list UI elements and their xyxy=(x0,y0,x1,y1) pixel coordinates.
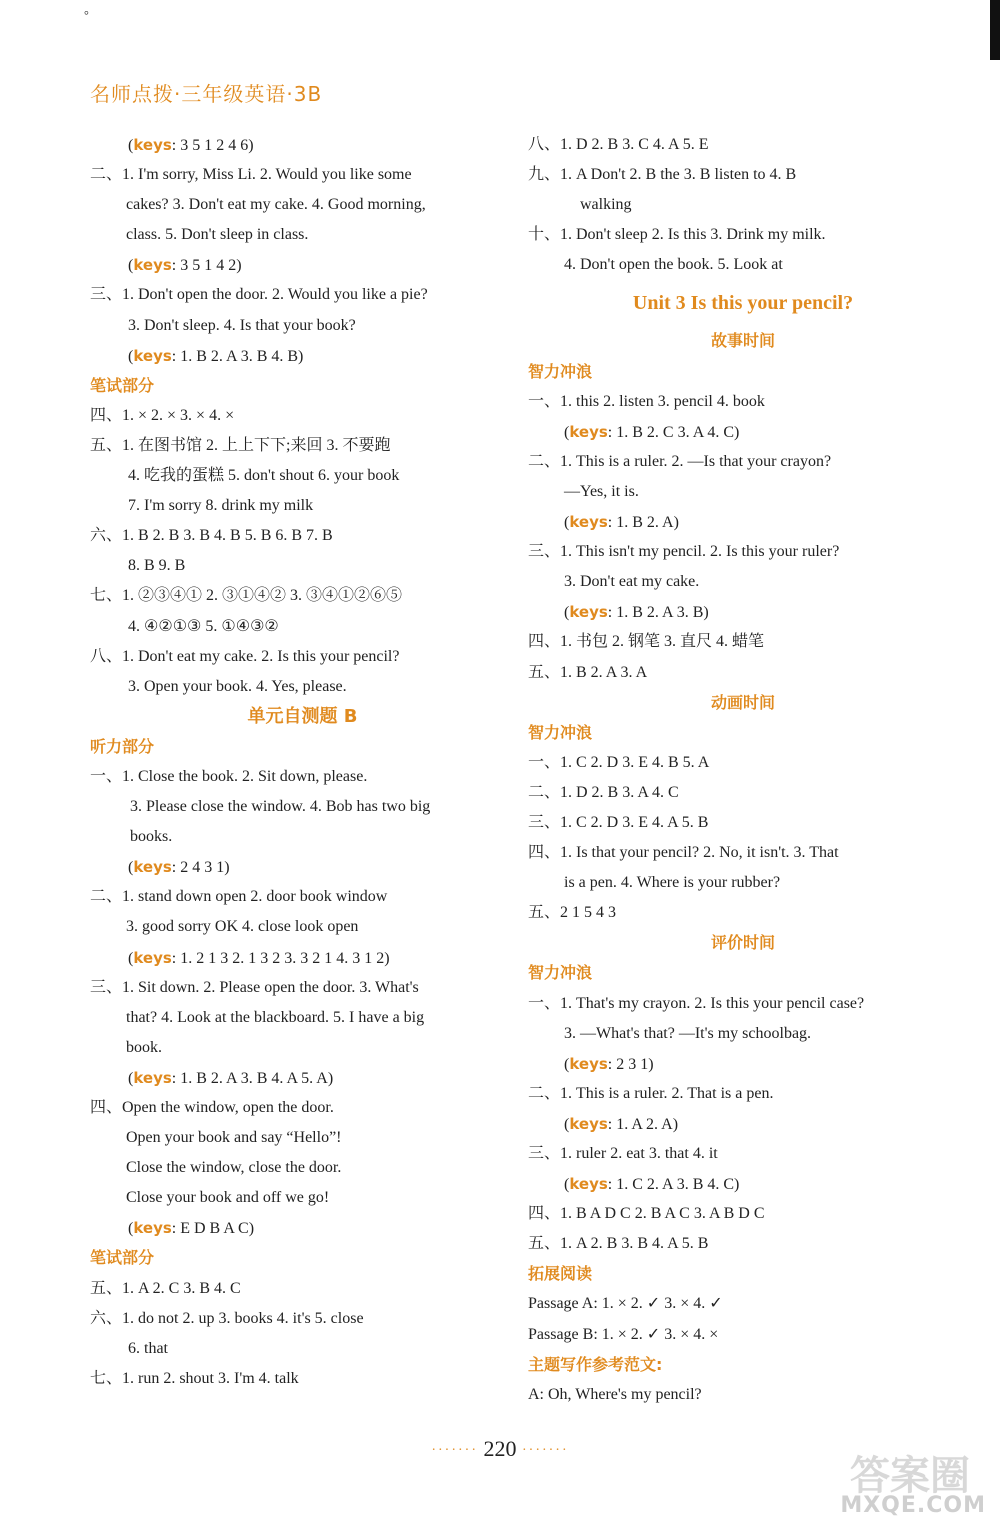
answer-line: 3. Open your book. 4. Yes, please. xyxy=(128,677,347,695)
subsection-title: 动画时间 xyxy=(710,692,775,712)
answer-line: 8. B 9. B xyxy=(128,557,186,575)
answer-line: 六、1. B 2. B 3. B 4. B 5. B 6. B 7. B xyxy=(90,527,333,545)
keys-open: ( xyxy=(128,1220,134,1238)
keys-open: ( xyxy=(128,137,134,154)
answer-line: Open your book and say “Hello”! xyxy=(126,1129,342,1147)
answer-line: A: Oh, Where's my pencil? xyxy=(528,1385,702,1403)
answer-line: Passage A: 1. × 2. ✓ 3. × 4. ✓ xyxy=(528,1295,723,1313)
keys-label: keys xyxy=(133,346,172,365)
top-mark: ° xyxy=(84,8,89,22)
keys-label: keys xyxy=(133,858,172,877)
answer-line: 四、1. × 2. × 3. × 4. × xyxy=(90,406,235,424)
answer-line: 二、1. I'm sorry, Miss Li. 2. Would you like some xyxy=(90,166,412,184)
section-label: 笔试部分 xyxy=(90,1248,155,1268)
keys-label: keys xyxy=(569,603,608,622)
section-label: 拓展阅读 xyxy=(528,1264,593,1284)
answer-line: 四、Open the window, open the door. xyxy=(90,1099,334,1116)
answer-line: 五、1. 在图书馆 2. 上上下下;来回 3. 不要跑 xyxy=(90,436,391,454)
keys-line xyxy=(90,1213,515,1243)
keys-open: ( xyxy=(128,257,134,275)
keys-open: ( xyxy=(564,1115,570,1133)
subsection-title: 故事时间 xyxy=(710,331,775,351)
unit-title: Unit 3 Is this your pencil? xyxy=(632,292,854,315)
keys-values: : 1. B 2. A) xyxy=(607,514,679,532)
keys-open: ( xyxy=(128,1069,134,1087)
answer-line: that? 4. Look at the blackboard. 5. I have a big xyxy=(126,1008,425,1026)
answer-line: 一、1. this 2. listen 3. pencil 4. book xyxy=(528,392,765,410)
section-label: 智力冲浪 xyxy=(528,361,593,381)
answer-line: 九、1. A Don't 2. B the 3. B listen to 4. B xyxy=(528,166,797,184)
answer-line: 六、1. do not 2. up 3. books 4. it's 5. close xyxy=(90,1309,364,1327)
answer-line: 二、1. D 2. B 3. A 4. C xyxy=(528,783,679,801)
keys-label: keys xyxy=(569,422,608,441)
keys-line xyxy=(90,250,515,280)
answer-line: 五、1. A 2. B 3. B 4. A 5. B xyxy=(528,1235,709,1253)
watermark-text: MXQE.COM xyxy=(840,1493,986,1518)
keys-values: : 1. 2 1 3 2. 1 3 2 3. 3 2 1 4. 3 1 2) xyxy=(171,949,390,967)
keys-values: : 3 5 1 2 4 6) xyxy=(171,137,254,154)
keys-line xyxy=(528,417,958,447)
section-label: 主题写作参考范文: xyxy=(528,1354,663,1374)
answer-line: 三、1. ruler 2. eat 3. that 4. it xyxy=(528,1145,718,1162)
keys-values: : 2 4 3 1) xyxy=(171,859,230,877)
section-heading xyxy=(90,371,515,401)
answer-line: Close your book and off we go! xyxy=(126,1189,330,1207)
answer-line: 4. 吃我的蛋糕 5. don't shout 6. your book xyxy=(128,467,400,485)
answer-line: 三、1. C 2. D 3. E 4. A 5. B xyxy=(528,813,709,831)
answer-line: book. xyxy=(126,1038,162,1056)
keys-open: ( xyxy=(128,859,134,877)
keys-values: : 1. B 2. A 3. B 4. A 5. A) xyxy=(171,1069,334,1087)
answer-line: 五、2 1 5 4 3 xyxy=(528,904,617,922)
answer-line: 3. Please close the window. 4. Bob has two big xyxy=(130,798,431,816)
section-heading xyxy=(528,718,958,748)
answer-line: 3. Don't eat my cake. xyxy=(564,573,700,591)
answer-line: Close the window, close the door. xyxy=(126,1159,342,1177)
answer-line: class. 5. Don't sleep in class. xyxy=(126,226,309,244)
answer-line: 一、1. That's my crayon. 2. Is this your pencil case? xyxy=(528,994,865,1012)
answer-line: 三、1. Don't open the door. 2. Would you like a pie? xyxy=(90,286,428,304)
section-heading xyxy=(90,1243,515,1273)
answer-line: 一、1. Close the book. 2. Sit down, please. xyxy=(90,767,368,785)
keys-values: : 1. B 2. C 3. A 4. C) xyxy=(607,423,740,441)
answer-line: 三、1. Sit down. 2. Please open the door. 3. What's xyxy=(90,978,419,996)
left-column xyxy=(90,130,515,1394)
keys-open: ( xyxy=(564,604,570,622)
page-number: 220 xyxy=(483,1436,517,1461)
keys-line xyxy=(528,1169,958,1199)
answer-line: 二、1. This is a ruler. 2. —Is that your crayon? xyxy=(528,452,832,470)
answer-line: walking xyxy=(580,196,632,214)
keys-open: ( xyxy=(564,514,570,532)
section-heading xyxy=(528,1259,958,1289)
keys-values: : E D B A C) xyxy=(171,1220,255,1238)
keys-open: ( xyxy=(564,423,570,441)
answer-line: 4. ④②①③ 5. ①④③② xyxy=(128,617,279,635)
edge-bar xyxy=(990,0,1000,60)
answer-line: 4. Don't open the book. 5. Look at xyxy=(564,256,783,274)
keys-label: keys xyxy=(569,1175,608,1194)
keys-values: : 2 3 1) xyxy=(607,1055,654,1073)
keys-line xyxy=(528,1109,958,1139)
section-label: 听力部分 xyxy=(90,736,155,756)
keys-label: keys xyxy=(133,136,172,154)
answer-line: 二、1. This is a ruler. 2. That is a pen. xyxy=(528,1084,774,1102)
section-heading xyxy=(90,732,515,762)
keys-line xyxy=(90,130,515,160)
keys-values: : 1. B 2. A 3. B) xyxy=(607,604,709,622)
answer-line: Passage B: 1. × 2. ✓ 3. × 4. × xyxy=(528,1325,719,1343)
section-heading xyxy=(528,958,958,988)
answer-line: is a pen. 4. Where is your rubber? xyxy=(564,874,781,892)
section-heading xyxy=(528,357,958,387)
answer-line: 五、1. A 2. C 3. B 4. C xyxy=(90,1279,241,1297)
answer-line: 3. good sorry OK 4. close look open xyxy=(126,918,359,936)
keys-values: : 1. C 2. A 3. B 4. C) xyxy=(607,1176,740,1194)
keys-label: keys xyxy=(133,948,172,967)
keys-open: ( xyxy=(564,1176,570,1194)
answer-line: 二、1. stand down open 2. door book window xyxy=(90,888,388,906)
keys-line xyxy=(90,852,515,882)
answer-line: 十、1. Don't sleep 2. Is this 3. Drink my milk. xyxy=(528,226,826,244)
keys-label: keys xyxy=(569,513,608,532)
keys-open: ( xyxy=(128,347,134,365)
section-heading xyxy=(528,1350,958,1380)
answer-line: 3. Don't sleep. 4. Is that your book? xyxy=(128,316,356,334)
answer-line: 6. that xyxy=(128,1339,168,1357)
answer-line: books. xyxy=(130,828,173,846)
keys-label: keys xyxy=(133,1068,172,1087)
answer-line: 7. I'm sorry 8. drink my milk xyxy=(128,497,314,515)
page-dots-right: ······· xyxy=(522,1442,569,1458)
section-label: 智力冲浪 xyxy=(528,963,593,983)
test-title: 单元自测题 B xyxy=(247,705,358,727)
answer-line: 八、1. Don't eat my cake. 2. Is this your pencil? xyxy=(90,647,400,665)
answer-line: cakes? 3. Don't eat my cake. 4. Good morning, xyxy=(126,196,426,214)
keys-values: : 1. B 2. A 3. B 4. B) xyxy=(171,347,304,365)
answer-line: 四、1. Is that your pencil? 2. No, it isn't. 3. That xyxy=(528,844,839,862)
right-column xyxy=(528,130,958,1410)
answer-line: 三、1. This isn't my pencil. 2. Is this your ruler? xyxy=(528,543,840,561)
section-label: 笔试部分 xyxy=(90,375,155,395)
subsection-title: 评价时间 xyxy=(710,933,775,953)
answer-line: 七、1. run 2. shout 3. I'm 4. talk xyxy=(90,1369,299,1387)
keys-label: keys xyxy=(133,256,172,275)
answer-line: 3. —What's that? —It's my schoolbag. xyxy=(564,1024,812,1042)
keys-open: ( xyxy=(128,949,134,967)
keys-line xyxy=(528,1049,958,1079)
keys-line xyxy=(90,1063,515,1093)
answer-line: 四、1. 书包 2. 钢笔 3. 直尺 4. 蜡笔 xyxy=(528,633,765,651)
keys-line xyxy=(90,341,515,371)
answer-line: —Yes, it is. xyxy=(564,482,639,500)
keys-open: ( xyxy=(564,1055,570,1073)
keys-line xyxy=(90,943,515,973)
answer-line: 八、1. D 2. B 3. C 4. A 5. E xyxy=(528,136,709,153)
keys-line xyxy=(528,597,958,627)
answer-line: 五、1. B 2. A 3. A xyxy=(528,663,648,681)
keys-line xyxy=(528,507,958,537)
keys-values: : 3 5 1 4 2) xyxy=(171,257,242,275)
watermark-logo: 答案圈 xyxy=(850,1453,970,1499)
answer-line: 四、1. B A D C 2. B A C 3. A B D C xyxy=(528,1205,765,1223)
keys-label: keys xyxy=(569,1114,608,1133)
page-header: 名师点拨·三年级英语·3B xyxy=(90,82,323,106)
page-dots-left: ······· xyxy=(431,1442,478,1458)
keys-label: keys xyxy=(569,1054,608,1073)
keys-values: : 1. A 2. A) xyxy=(607,1115,679,1133)
section-label: 智力冲浪 xyxy=(528,722,593,742)
answer-line: 一、1. C 2. D 3. E 4. B 5. A xyxy=(528,753,710,771)
answer-line: 七、1. ②③④① 2. ③①④② 3. ③④①②⑥⑤ xyxy=(90,587,403,605)
keys-label: keys xyxy=(133,1219,172,1238)
